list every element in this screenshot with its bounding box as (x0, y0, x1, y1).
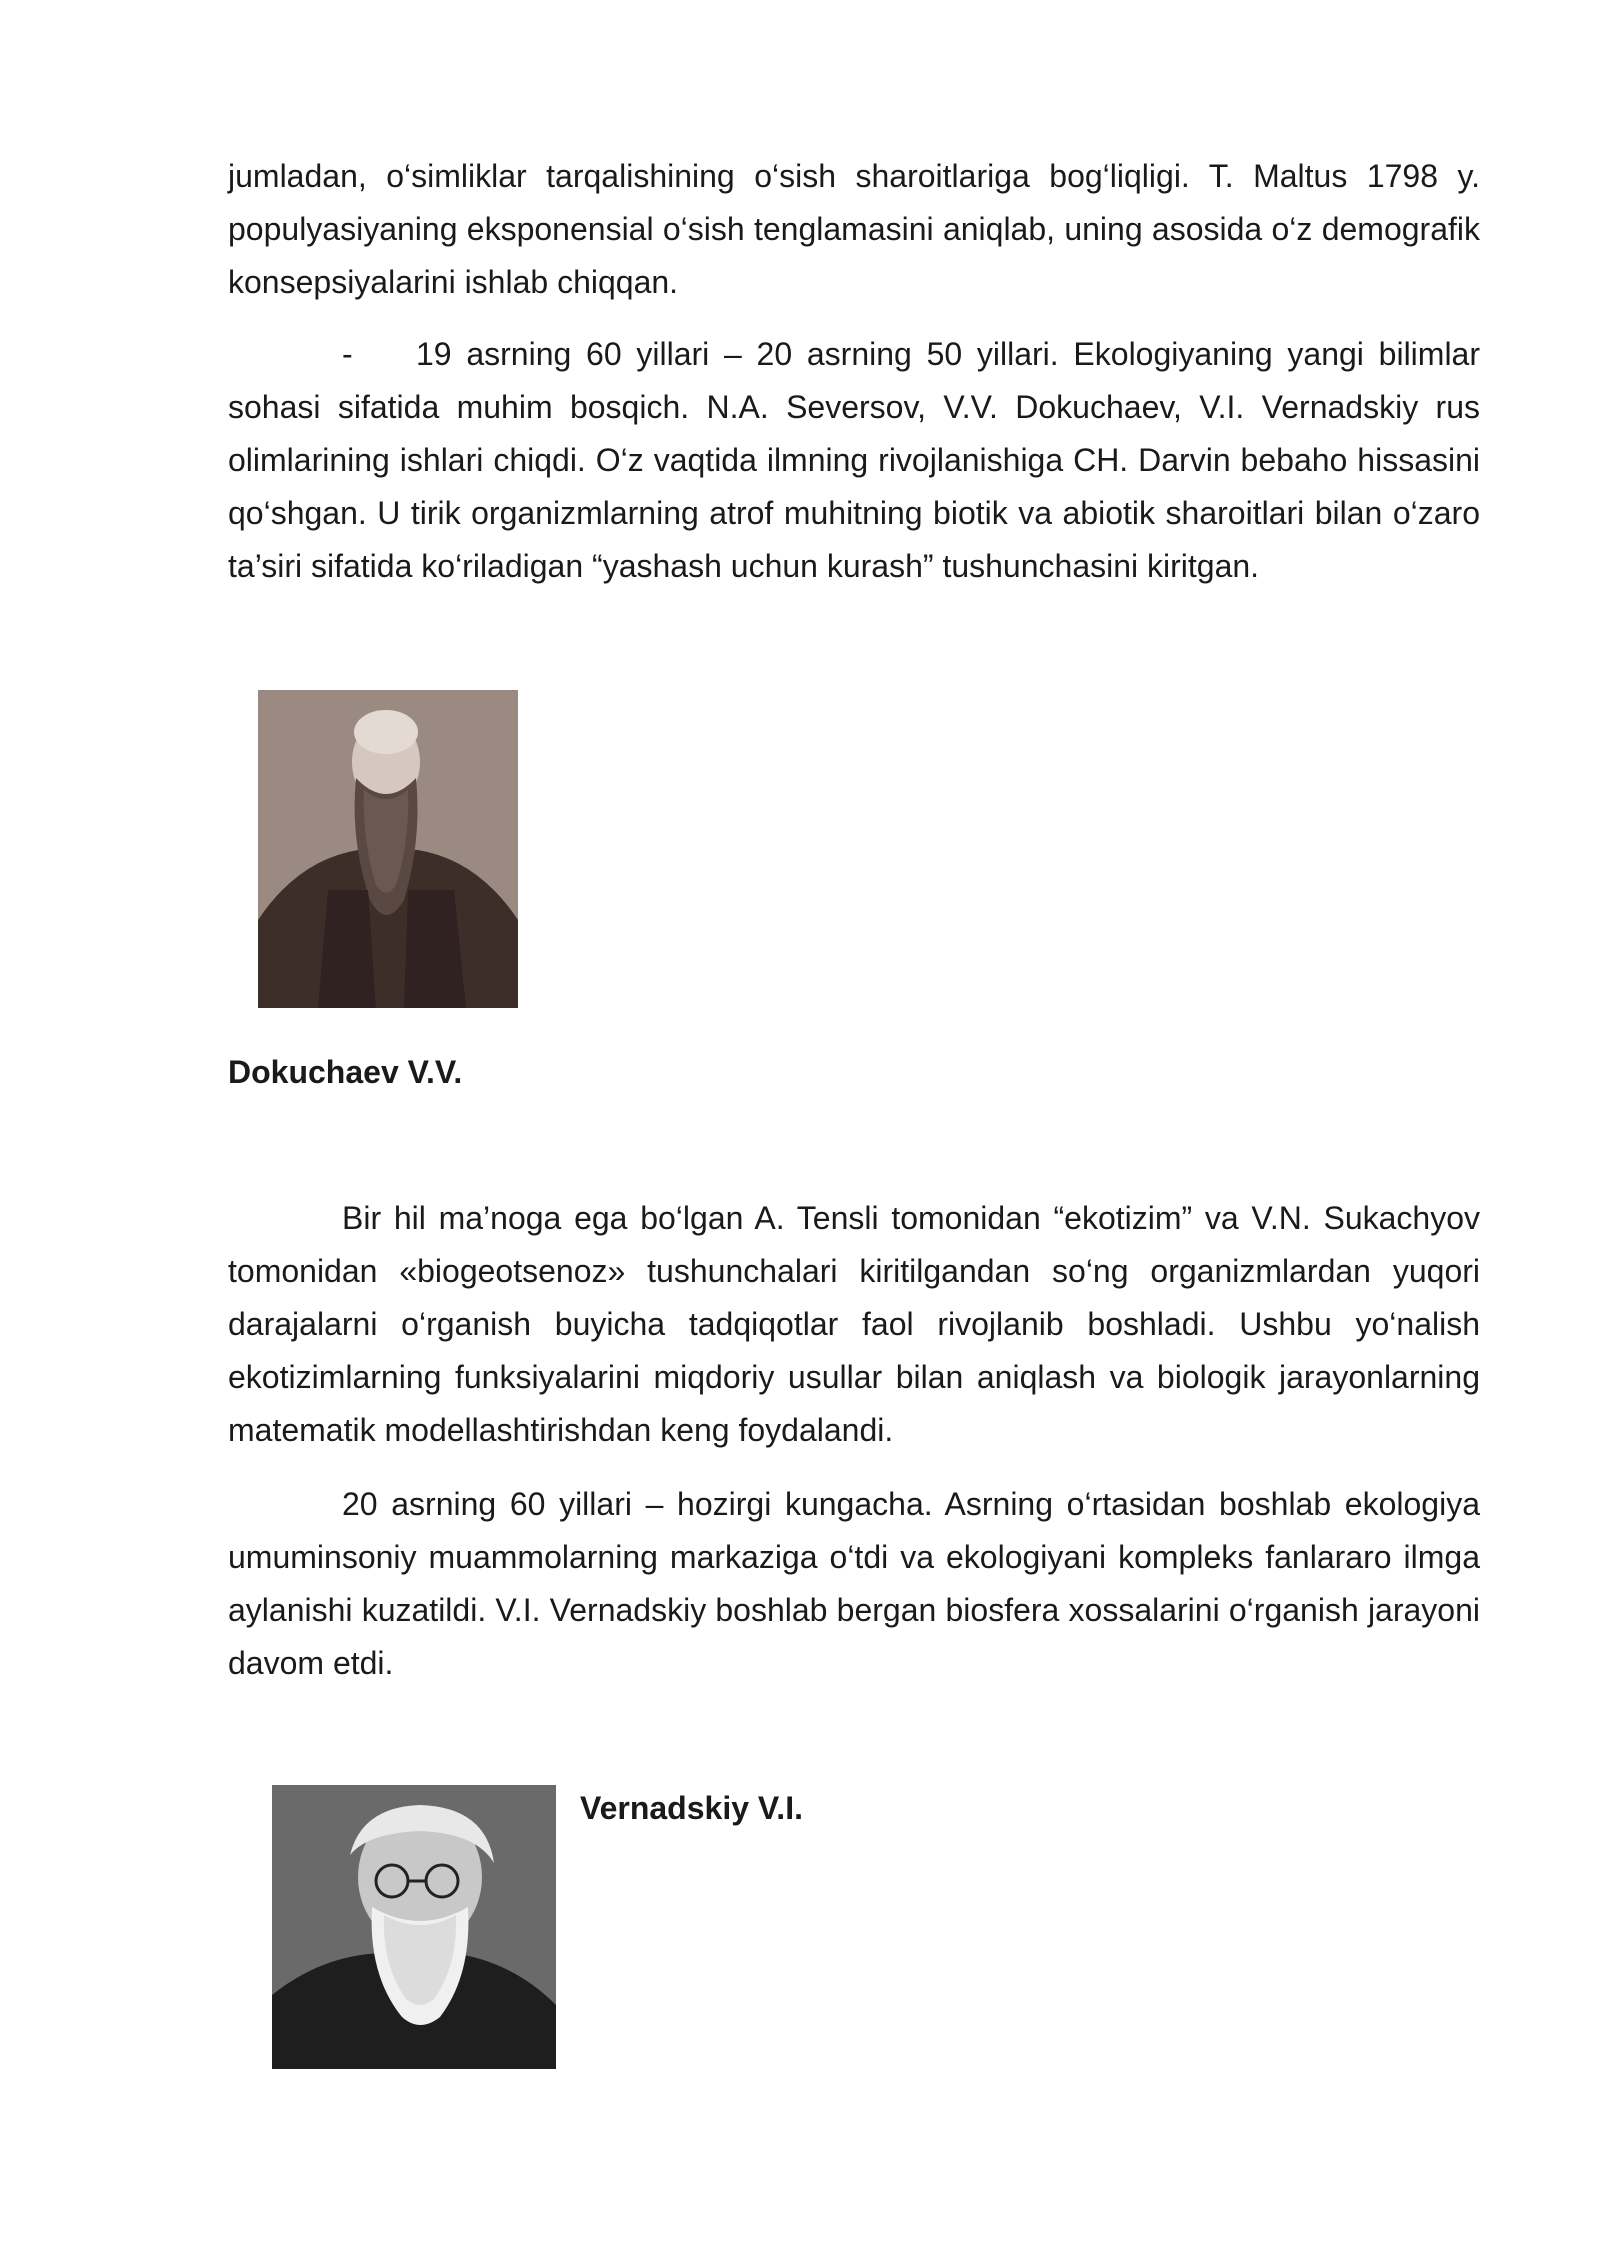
dokuchaev-portrait (258, 690, 518, 1008)
paragraph-20th-century: 20 asrning 60 yillari – hozirgi kungacha. Asrning o‘rtasidan boshlab ekologiya umuminsoniy muammolarning markaziga o‘tdi va ekologiyani kompleks fanlararo ilmga aylanishi kuzatildi. V.I. Vernadskiy boshlab bergan biosfera xossalarini o‘rganish jarayoni davom etdi. (228, 1486, 1480, 1681)
paragraph-19th-century-text: 19 asrning 60 yillari – 20 asrning 50 yillari. Ekologiyaning yangi bilimlar sohasi sifatida muhim bosqich. N.A. Seversov, V.V. Dokuchaev, V.I. Vernadskiy rus olimlarining ishlari chiqdi. O‘z vaqtida ilmning rivojlanishiga CH. Darvin bebaho hissasini qo‘shgan. U tirik organizmlarning atrof muhitning biotik va abiotik sharoitlari bilan o‘zaro ta’siri sifatida ko‘riladigan “yashash uchun kurash” tushunchasini kiritgan. (228, 336, 1480, 584)
paragraph-maltus: jumladan, o‘simliklar tarqalishining o‘sish sharoitlariga bog‘liqligi. T. Maltus 1798 y. populyasiyaning eksponensial o‘sish tenglamasini aniqlab, uning asosida o‘z demografik konsepsiyalarini ishlab chiqqan. (228, 158, 1480, 300)
caption-dokuchaev: Dokuchaev V.V. (228, 1054, 463, 1090)
caption-vernadskiy: Vernadskiy V.I. (580, 1790, 803, 1826)
vernadskiy-portrait-drawing (272, 1785, 556, 2069)
paragraph-19th-century (228, 328, 1480, 593)
list-dash: - (342, 336, 353, 372)
paragraph-ecosystem: Bir hil ma’noga ega bo‘lgan A. Tensli tomonidan “ekotizim” va V.N. Sukachyov tomonidan «biogeotsenoz» tushunchalari kiritilgandan so‘ng organizmlardan yuqori darajalarni o‘rganish buyicha tadqiqotlar faol rivojlanib boshladi. Ushbu yo‘nalish ekotizimlarning funksiyalarini miqdoriy usullar bilan aniqlash va biologik jarayonlarning matematik modellashtirishdan keng foydalandi. (228, 1200, 1480, 1448)
dokuchaev-portrait-drawing (258, 690, 518, 1008)
vernadskiy-portrait (272, 1785, 556, 2069)
